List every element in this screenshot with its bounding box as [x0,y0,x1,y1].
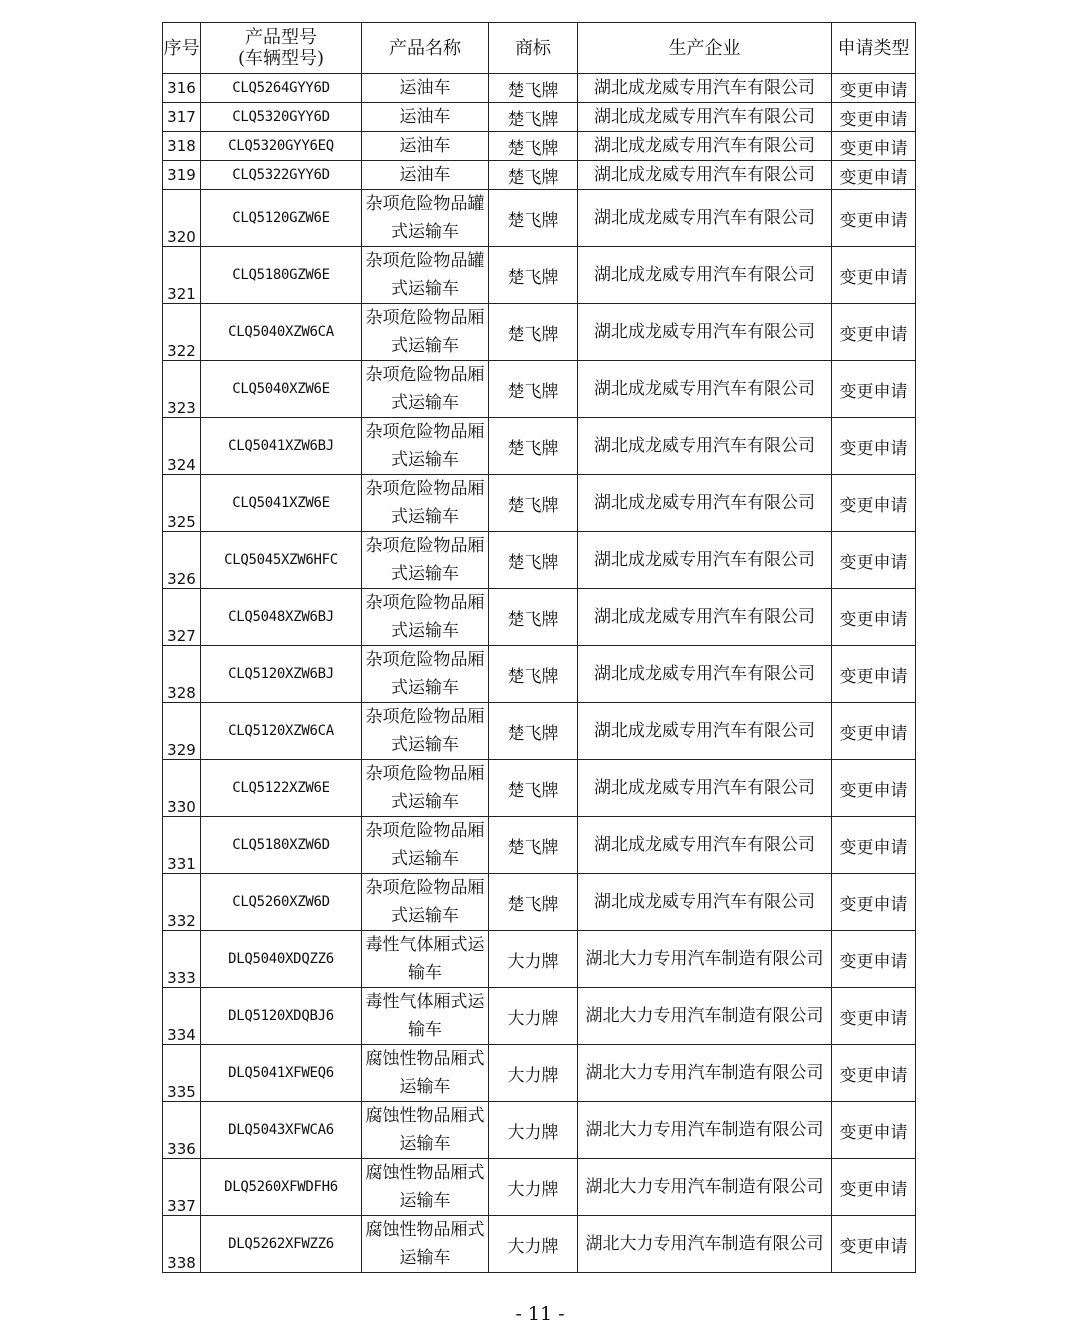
row-model: CLQ5122XZW6E [201,760,362,817]
row-model: DLQ5043XFWCA6 [201,1102,362,1159]
row-product-name: 腐蚀性物品厢式运输车 [362,1102,489,1159]
row-application-type: 变更申请 [832,532,916,589]
row-company: 湖北成龙威专用汽车有限公司 [578,589,832,646]
table-header-row [163,23,916,74]
row-company: 湖北成龙威专用汽车有限公司 [578,190,832,247]
row-application-type: 变更申请 [832,589,916,646]
row-seq: 330 [163,760,201,817]
table-row [163,361,916,418]
row-product-name: 毒性气体厢式运输车 [362,988,489,1045]
row-model: CLQ5264GYY6D [201,74,362,103]
row-seq: 316 [163,74,201,103]
row-company: 湖北成龙威专用汽车有限公司 [578,475,832,532]
row-company: 湖北大力专用汽车制造有限公司 [578,1216,832,1273]
table-row [163,190,916,247]
row-brand: 大力牌 [489,931,578,988]
table-row [163,1159,916,1216]
row-model: CLQ5320GYY6D [201,103,362,132]
row-model: DLQ5260XFWDFH6 [201,1159,362,1216]
row-product-name: 杂项危险物品厢式运输车 [362,532,489,589]
row-model: CLQ5120XZW6CA [201,703,362,760]
table-row [163,1216,916,1273]
row-brand: 楚飞牌 [489,190,578,247]
row-model: CLQ5180GZW6E [201,247,362,304]
row-seq: 319 [163,161,201,190]
header-model-line: (车辆型号) [237,48,325,69]
row-company: 湖北成龙威专用汽车有限公司 [578,304,832,361]
row-model: CLQ5260XZW6D [201,874,362,931]
row-application-type: 变更申请 [832,132,916,161]
row-seq: 321 [163,247,201,304]
table-row [163,161,916,190]
row-company: 湖北成龙威专用汽车有限公司 [578,361,832,418]
row-company: 湖北大力专用汽车制造有限公司 [578,1102,832,1159]
table-row [163,532,916,589]
row-product-name: 杂项危险物品厢式运输车 [362,361,489,418]
row-application-type: 变更申请 [832,361,916,418]
row-model: CLQ5041XZW6BJ [201,418,362,475]
row-model: DLQ5120XDQBJ6 [201,988,362,1045]
row-brand: 楚飞牌 [489,247,578,304]
table-row [163,646,916,703]
table-row [163,475,916,532]
row-brand: 楚飞牌 [489,589,578,646]
row-seq: 328 [163,646,201,703]
row-seq: 324 [163,418,201,475]
row-seq: 326 [163,532,201,589]
row-application-type: 变更申请 [832,1216,916,1273]
row-company: 湖北成龙威专用汽车有限公司 [578,103,832,132]
row-company: 湖北成龙威专用汽车有限公司 [578,247,832,304]
row-model: CLQ5040XZW6CA [201,304,362,361]
table-row [163,1102,916,1159]
row-product-name: 杂项危险物品厢式运输车 [362,418,489,475]
row-seq: 323 [163,361,201,418]
row-model: CLQ5320GYY6EQ [201,132,362,161]
row-brand: 大力牌 [489,1102,578,1159]
row-product-name: 腐蚀性物品厢式运输车 [362,1045,489,1102]
row-company: 湖北成龙威专用汽车有限公司 [578,418,832,475]
row-company: 湖北大力专用汽车制造有限公司 [578,988,832,1045]
row-brand: 楚飞牌 [489,418,578,475]
row-company: 湖北成龙威专用汽车有限公司 [578,817,832,874]
row-company: 湖北成龙威专用汽车有限公司 [578,703,832,760]
row-model: CLQ5322GYY6D [201,161,362,190]
table-row [163,132,916,161]
row-application-type: 变更申请 [832,1045,916,1102]
row-brand: 楚飞牌 [489,646,578,703]
row-application-type: 变更申请 [832,190,916,247]
row-product-name: 腐蚀性物品厢式运输车 [362,1216,489,1273]
row-brand: 楚飞牌 [489,161,578,190]
table-row [163,304,916,361]
row-product-name: 运油车 [362,103,489,132]
row-brand: 楚飞牌 [489,361,578,418]
row-brand: 楚飞牌 [489,760,578,817]
row-seq: 317 [163,103,201,132]
row-brand: 楚飞牌 [489,304,578,361]
row-seq: 338 [163,1216,201,1273]
table-row [163,760,916,817]
table-row [163,988,916,1045]
row-product-name: 杂项危险物品厢式运输车 [362,760,489,817]
header-application-type: 申请类型 [832,23,916,74]
row-seq: 335 [163,1045,201,1102]
row-seq: 337 [163,1159,201,1216]
table-row [163,703,916,760]
row-application-type: 变更申请 [832,817,916,874]
row-product-name: 杂项危险物品厢式运输车 [362,589,489,646]
row-model: DLQ5040XDQZZ6 [201,931,362,988]
row-product-name: 杂项危险物品厢式运输车 [362,304,489,361]
row-application-type: 变更申请 [832,304,916,361]
page-number: - 11 - [515,1303,565,1325]
row-brand: 楚飞牌 [489,475,578,532]
row-application-type: 变更申请 [832,74,916,103]
row-model: CLQ5180XZW6D [201,817,362,874]
row-company: 湖北大力专用汽车制造有限公司 [578,931,832,988]
row-company: 湖北成龙威专用汽车有限公司 [578,161,832,190]
row-model: CLQ5041XZW6E [201,475,362,532]
row-model: CLQ5120XZW6BJ [201,646,362,703]
row-seq: 325 [163,475,201,532]
row-product-name: 杂项危险物品厢式运输车 [362,475,489,532]
row-seq: 318 [163,132,201,161]
header-company: 生产企业 [578,23,832,74]
row-product-name: 杂项危险物品厢式运输车 [362,874,489,931]
row-company: 湖北成龙威专用汽车有限公司 [578,646,832,703]
row-brand: 楚飞牌 [489,132,578,161]
row-model: DLQ5041XFWEQ6 [201,1045,362,1102]
table-row [163,1045,916,1102]
vehicle-catalog-table [162,22,916,1273]
header-seq: 序号 [163,23,201,74]
row-product-name: 腐蚀性物品厢式运输车 [362,1159,489,1216]
row-company: 湖北成龙威专用汽车有限公司 [578,874,832,931]
row-model: CLQ5048XZW6BJ [201,589,362,646]
row-brand: 大力牌 [489,1159,578,1216]
row-seq: 322 [163,304,201,361]
row-brand: 楚飞牌 [489,874,578,931]
row-product-name: 杂项危险物品厢式运输车 [362,817,489,874]
header-model [201,23,362,74]
row-brand: 楚飞牌 [489,74,578,103]
row-company: 湖北大力专用汽车制造有限公司 [578,1045,832,1102]
row-product-name: 杂项危险物品罐式运输车 [362,247,489,304]
row-brand: 大力牌 [489,988,578,1045]
row-application-type: 变更申请 [832,703,916,760]
row-application-type: 变更申请 [832,646,916,703]
table-row [163,817,916,874]
row-product-name: 杂项危险物品罐式运输车 [362,190,489,247]
header-model-line: 产品型号 [245,27,317,48]
row-application-type: 变更申请 [832,1102,916,1159]
row-company: 湖北大力专用汽车制造有限公司 [578,1159,832,1216]
row-company: 湖北成龙威专用汽车有限公司 [578,74,832,103]
row-application-type: 变更申请 [832,103,916,132]
row-application-type: 变更申请 [832,475,916,532]
header-product-name: 产品名称 [362,23,489,74]
row-model: CLQ5045XZW6HFC [201,532,362,589]
table-row [163,74,916,103]
header-brand: 商标 [489,23,578,74]
row-company: 湖北成龙威专用汽车有限公司 [578,132,832,161]
row-seq: 331 [163,817,201,874]
row-model: DLQ5262XFWZZ6 [201,1216,362,1273]
row-application-type: 变更申请 [832,247,916,304]
row-brand: 大力牌 [489,1216,578,1273]
row-company: 湖北成龙威专用汽车有限公司 [578,532,832,589]
row-application-type: 变更申请 [832,760,916,817]
row-brand: 楚飞牌 [489,817,578,874]
row-brand: 楚飞牌 [489,703,578,760]
row-brand: 楚飞牌 [489,532,578,589]
row-application-type: 变更申请 [832,988,916,1045]
row-product-name: 运油车 [362,132,489,161]
row-application-type: 变更申请 [832,161,916,190]
table-row [163,589,916,646]
table-row [163,103,916,132]
table-row [163,247,916,304]
row-application-type: 变更申请 [832,931,916,988]
row-application-type: 变更申请 [832,1159,916,1216]
row-model: CLQ5040XZW6E [201,361,362,418]
row-seq: 332 [163,874,201,931]
row-brand: 大力牌 [489,1045,578,1102]
table-row [163,931,916,988]
row-product-name: 杂项危险物品厢式运输车 [362,703,489,760]
row-seq: 336 [163,1102,201,1159]
row-product-name: 运油车 [362,161,489,190]
row-brand: 楚飞牌 [489,103,578,132]
row-seq: 320 [163,190,201,247]
row-application-type: 变更申请 [832,874,916,931]
row-seq: 327 [163,589,201,646]
row-seq: 334 [163,988,201,1045]
table-row [163,418,916,475]
row-seq: 333 [163,931,201,988]
row-company: 湖北成龙威专用汽车有限公司 [578,760,832,817]
row-product-name: 杂项危险物品厢式运输车 [362,646,489,703]
row-model: CLQ5120GZW6E [201,190,362,247]
row-product-name: 运油车 [362,74,489,103]
row-application-type: 变更申请 [832,418,916,475]
table-row [163,874,916,931]
row-seq: 329 [163,703,201,760]
row-product-name: 毒性气体厢式运输车 [362,931,489,988]
